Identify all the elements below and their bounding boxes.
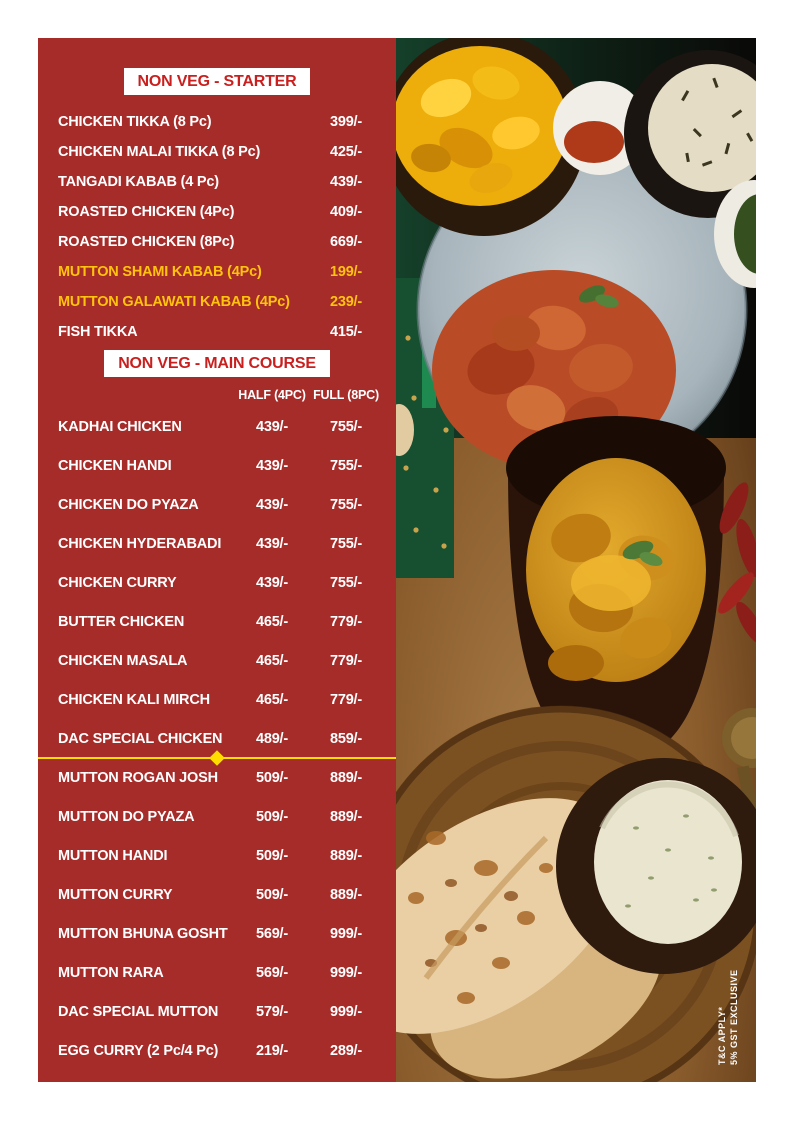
item-price-full: 755/-: [329, 496, 363, 513]
item-price-half: 439/-: [255, 496, 289, 513]
item-price-full: 999/-: [329, 1003, 363, 1020]
menu-item-row: [38, 197, 396, 227]
item-name: CHICKEN KALI MIRCH: [58, 691, 210, 708]
menu-item-row: [38, 137, 396, 167]
item-name: CHICKEN TIKKA (8 Pc): [58, 114, 212, 130]
item-price-half: 579/-: [255, 1003, 289, 1020]
menu-panel: [38, 38, 396, 1082]
starter-list: [38, 107, 396, 347]
item-price-full: 999/-: [329, 964, 363, 981]
section-title-main-course: NON VEG - MAIN COURSE: [104, 350, 330, 377]
item-price-full: 889/-: [329, 847, 363, 864]
menu-item-row: [38, 602, 396, 641]
item-price-full: 755/-: [329, 418, 363, 435]
menu-item-row: [38, 1031, 396, 1070]
item-name: CHICKEN MALAI TIKKA (8 Pc): [58, 144, 261, 160]
item-price-half: 569/-: [255, 964, 289, 981]
item-name: MUTTON GALAWATI KABAB (4Pc): [58, 294, 290, 310]
menu-item-row: [38, 524, 396, 563]
food-photo: [396, 38, 756, 1082]
item-name: TANGADI KABAB (4 Pc): [58, 174, 219, 190]
item-name: MUTTON RARA: [58, 964, 164, 981]
item-price: 239/-: [329, 294, 363, 310]
item-price-half: 439/-: [255, 574, 289, 591]
item-name: FISH TIKKA: [58, 324, 138, 340]
item-name: MUTTON CURRY: [58, 886, 173, 903]
item-price: 409/-: [329, 204, 363, 220]
item-price-full: 779/-: [329, 691, 363, 708]
item-price-half: 439/-: [255, 418, 289, 435]
item-price-half: 489/-: [255, 730, 289, 747]
tc-apply-text: T&C APPLY*: [717, 1006, 727, 1065]
item-name: CHICKEN MASALA: [58, 652, 188, 669]
menu-item-row: [38, 167, 396, 197]
item-price-full: 889/-: [329, 808, 363, 825]
menu-item-row: [38, 875, 396, 914]
menu-item-row: [38, 317, 396, 347]
item-price: 399/-: [329, 114, 363, 130]
menu-item-row: [38, 227, 396, 257]
section-title-starter: NON VEG - STARTER: [124, 68, 311, 95]
item-price-full: 289/-: [329, 1042, 363, 1059]
item-price-half: 509/-: [255, 886, 289, 903]
item-name: MUTTON BHUNA GOSHT: [58, 925, 228, 942]
item-price-full: 755/-: [329, 457, 363, 474]
item-price-half: 569/-: [255, 925, 289, 942]
item-name: CHICKEN HANDI: [58, 457, 172, 474]
item-price-full: 889/-: [329, 769, 363, 786]
item-name: MUTTON ROGAN JOSH: [58, 769, 218, 786]
menu-item-row: [38, 641, 396, 680]
item-price-full: 779/-: [329, 652, 363, 669]
col-header-full: FULL (8PC): [313, 388, 379, 402]
menu-item-row: [38, 836, 396, 875]
item-price-full: 889/-: [329, 886, 363, 903]
menu-item-row: [38, 563, 396, 602]
item-price: 415/-: [329, 324, 363, 340]
menu-item-row: [38, 446, 396, 485]
col-header-half: HALF (4PC): [238, 388, 306, 402]
section-divider: [38, 757, 396, 759]
gst-exclusive-text: 5% GST EXCLUSIVE: [729, 969, 739, 1065]
menu-item-row: [38, 680, 396, 719]
menu-item-row: [38, 287, 396, 317]
item-name: CHICKEN HYDERABADI: [58, 535, 222, 552]
item-name: MUTTON HANDI: [58, 847, 168, 864]
item-name: CHICKEN CURRY: [58, 574, 177, 591]
item-price-full: 755/-: [329, 535, 363, 552]
item-price: 425/-: [329, 144, 363, 160]
item-name: MUTTON DO PYAZA: [58, 808, 195, 825]
item-price-half: 439/-: [255, 457, 289, 474]
item-name: DAC SPECIAL CHICKEN: [58, 730, 223, 747]
item-price: 199/-: [329, 264, 363, 280]
item-price-full: 755/-: [329, 574, 363, 591]
price-column-headers: [38, 385, 396, 405]
food-photo-illustration: [396, 38, 756, 1082]
item-price: 439/-: [329, 174, 363, 190]
menu-item-row: [38, 992, 396, 1031]
item-price-half: 219/-: [255, 1042, 289, 1059]
item-price-half: 439/-: [255, 535, 289, 552]
menu-item-row: [38, 485, 396, 524]
menu-item-row: [38, 914, 396, 953]
item-price-half: 509/-: [255, 847, 289, 864]
item-price-half: 465/-: [255, 652, 289, 669]
item-price-half: 465/-: [255, 613, 289, 630]
item-name: BUTTER CHICKEN: [58, 613, 185, 630]
menu-item-row: [38, 797, 396, 836]
item-price-half: 465/-: [255, 691, 289, 708]
menu-item-row: [38, 407, 396, 446]
menu-item-row: [38, 953, 396, 992]
item-price-full: 999/-: [329, 925, 363, 942]
main-course-list: [38, 407, 396, 1070]
item-name: MUTTON SHAMI KABAB (4Pc): [58, 264, 262, 280]
item-name: DAC SPECIAL MUTTON: [58, 1003, 219, 1020]
item-name: ROASTED CHICKEN (4Pc): [58, 204, 235, 220]
item-price-half: 509/-: [255, 769, 289, 786]
item-price-full: 859/-: [329, 730, 363, 747]
item-price-full: 779/-: [329, 613, 363, 630]
item-price: 669/-: [329, 234, 363, 250]
item-name: EGG CURRY (2 Pc/4 Pc): [58, 1042, 219, 1059]
item-name: ROASTED CHICKEN (8Pc): [58, 234, 235, 250]
item-price-half: 509/-: [255, 808, 289, 825]
menu-item-row: [38, 107, 396, 137]
menu-item-row: [38, 257, 396, 287]
item-name: CHICKEN DO PYAZA: [58, 496, 199, 513]
item-name: KADHAI CHICKEN: [58, 418, 182, 435]
